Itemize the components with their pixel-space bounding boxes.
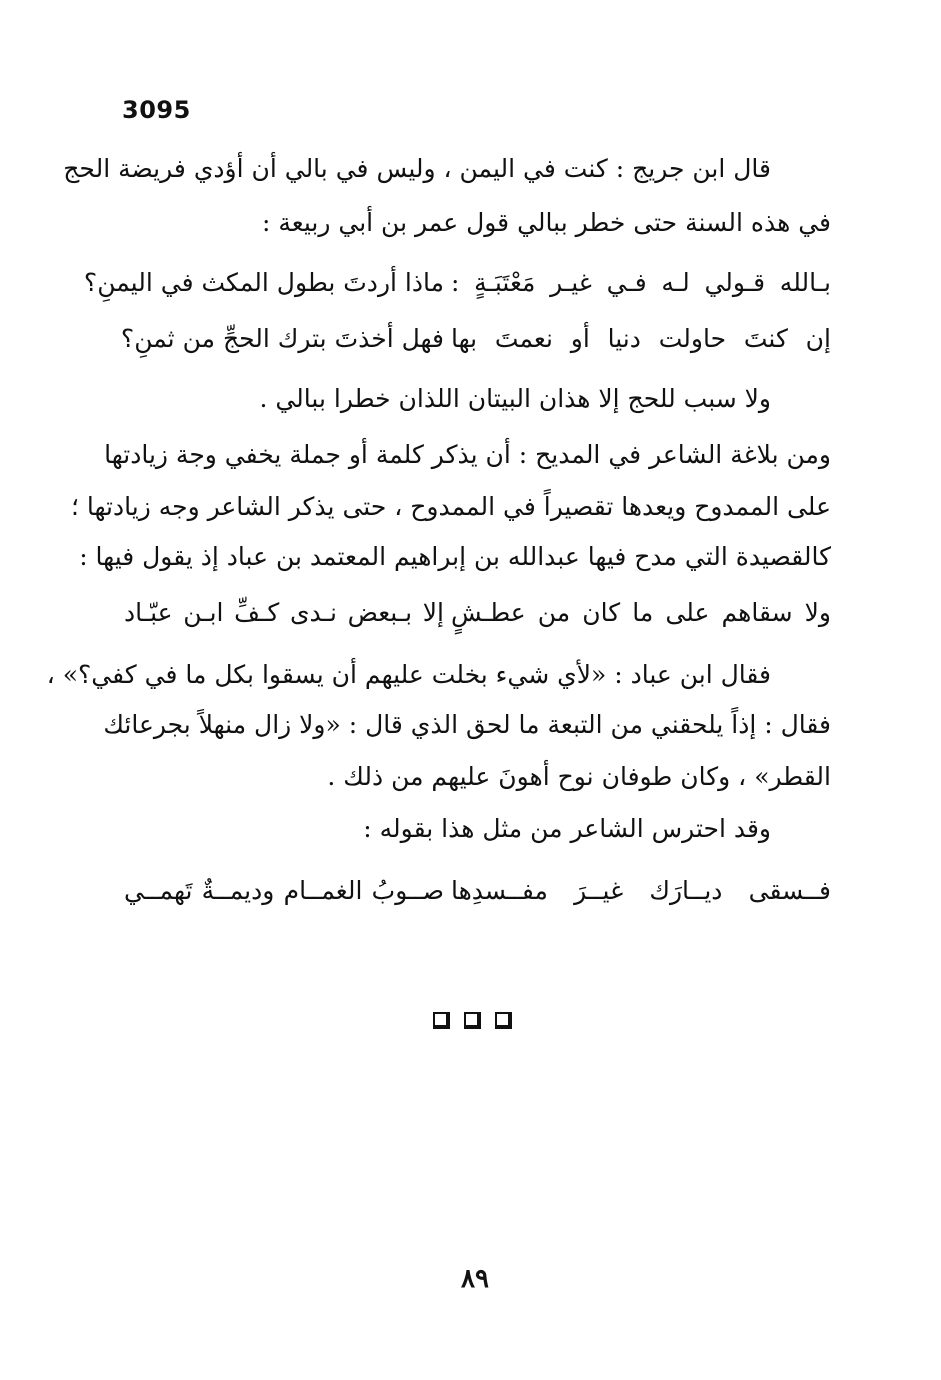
paragraph-3-line-2: على الممدوح ويعدها تقصيراً في الممدوح ، حتى يذكر الشاعر وجه زيادتها ؛ <box>71 492 831 521</box>
verse-1-second-hemistich: ماذا أردتَ بطول المكث في اليمنِ؟ <box>83 268 444 297</box>
paragraph-2-line-1: ولا سبب للحج إلا هذان البيتان اللذان خطرا ببالي . <box>259 384 771 413</box>
paragraph-4-line-1: فقال ابن عباد : «لأي شيء بخلت عليهم أن يسقوا بكل ما في كفي؟» ، <box>46 660 771 689</box>
verse-2-first-hemistich: إن كنتَ حاولت دنيا أو نعمتَ بها <box>451 324 831 353</box>
verse-2-second-hemistich: فهل أخذتَ بترك الحجِّ من ثمنِ؟ <box>120 324 444 353</box>
verse-4-first-hemistich: فــسقى ديــارَك غيــرَ مفــسدِها <box>451 876 831 905</box>
paragraph-3-line-1: ومن بلاغة الشاعر في المديح : أن يذكر كلمة أو جملة يخفي وجة زيادتها <box>104 440 831 469</box>
square-ornament-icon <box>464 1012 481 1029</box>
paragraph-5-line-1: وقد احترس الشاعر من مثل هذا بقوله : <box>363 814 771 843</box>
verse-3-second-hemistich: إلا بـبعض نـدى كـفِّ ابـن عبّـاد <box>124 598 444 627</box>
square-ornament-icon <box>433 1012 450 1029</box>
paragraph-4-line-3: القطر» ، وكان طوفان نوح أهونَ عليهم من ذلك . <box>327 762 831 791</box>
page-number: ٨٩ <box>461 1264 489 1294</box>
verse-1-first-hemistich: بـالله قـولي لـه فـي غيـر مَعْتَبَـةٍ : <box>451 268 831 297</box>
paragraph-1-line-1: قال ابن جريج : كنت في اليمن ، وليس في بالي أن أؤدي فريضة الحج <box>63 154 771 183</box>
paragraph-1-line-2: في هذه السنة حتى خطر ببالي قول عمر بن أبي ربيعة : <box>262 208 831 237</box>
verse-3-first-hemistich: ولا سقاهم على ما كان من عطـشٍ <box>451 598 831 627</box>
paragraph-3-line-3: كالقصيدة التي مدح فيها عبدالله بن إبراهيم المعتمد بن عباد إذ يقول فيها : <box>79 542 831 571</box>
square-ornament-icon <box>495 1012 512 1029</box>
page-id: 3095 <box>122 96 191 124</box>
verse-4-second-hemistich: صــوبُ الغمــام وديمــةٌ تَهمــي <box>124 876 444 905</box>
section-separator <box>433 1012 512 1029</box>
paragraph-4-line-2: فقال : إذاً يلحقني من التبعة ما لحق الذي قال : «ولا زال منهلاً بجرعائك <box>103 710 831 739</box>
